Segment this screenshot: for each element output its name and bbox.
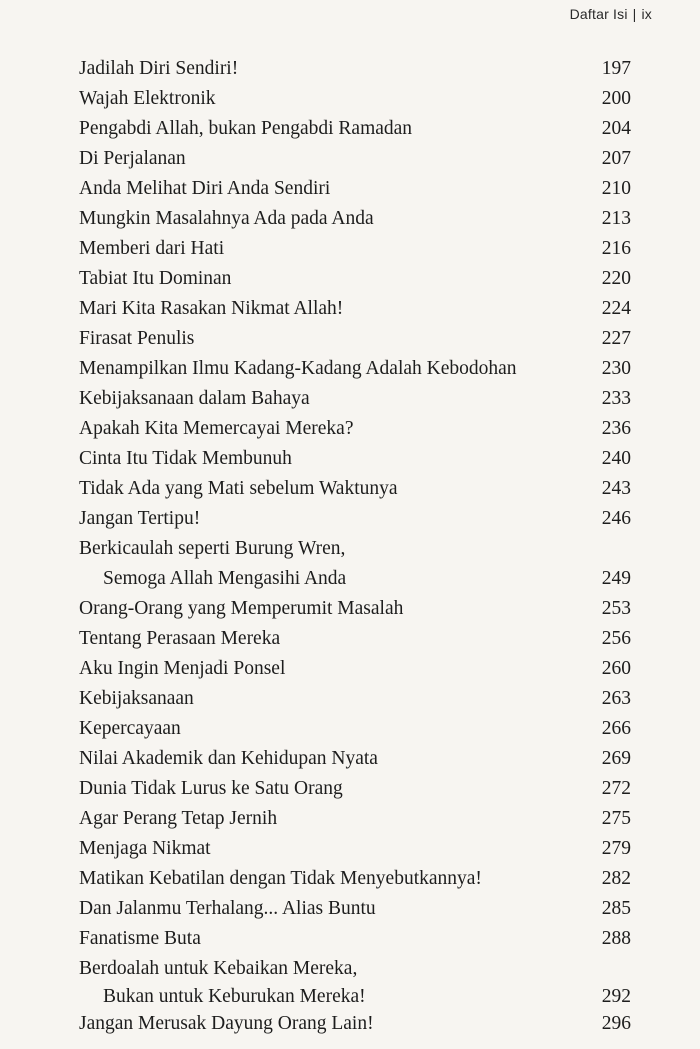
toc-entry-page: 256 — [601, 628, 631, 649]
toc-entry — [79, 388, 631, 418]
toc-entry-title: Kebijaksanaan dalam Bahaya — [79, 388, 310, 409]
toc-entry — [79, 238, 631, 268]
toc-entry-title: Tabiat Itu Dominan — [79, 268, 232, 289]
toc-entry — [79, 838, 631, 868]
toc-entry-page: 197 — [601, 58, 631, 79]
toc-entry-title: Wajah Elektronik — [79, 88, 216, 109]
toc-entry — [79, 628, 631, 658]
header-section-title: Daftar Isi — [569, 6, 628, 22]
toc-entry-title: Kepercayaan — [79, 718, 181, 739]
toc-entry-title: Pengabdi Allah, bukan Pengabdi Ramadan — [79, 118, 413, 139]
toc-entry-title: Agar Perang Tetap Jernih — [79, 808, 278, 829]
toc-entry — [79, 58, 631, 88]
toc-entry — [79, 1013, 631, 1043]
toc-entry-title: Aku Ingin Menjadi Ponsel — [79, 658, 286, 679]
toc-entry-title: Matikan Kebatilan dengan Tidak Menyebutkannya! — [79, 868, 482, 889]
toc-entry-title-line2: Bukan untuk Keburukan Mereka! — [103, 986, 366, 1007]
toc-entry-page: 213 — [601, 208, 631, 229]
toc-entry-title: Dan Jalanmu Terhalang... Alias Buntu — [79, 898, 376, 919]
toc-entry-continuation — [79, 986, 631, 1016]
toc-entry — [79, 898, 631, 928]
toc-entry-title: Fanatisme Buta — [79, 928, 201, 949]
toc-entry-page: 279 — [601, 838, 631, 859]
toc-entry — [79, 358, 631, 388]
toc-entry-page: 224 — [601, 298, 631, 319]
header-separator: | — [632, 6, 637, 22]
toc-entry-page: 233 — [601, 388, 631, 409]
toc-entry-page: 272 — [601, 778, 631, 799]
toc-entry-page: 200 — [601, 88, 631, 109]
toc-entry — [79, 148, 631, 178]
toc-entry — [79, 508, 631, 538]
toc-entry — [79, 748, 631, 778]
toc-entry — [79, 538, 631, 568]
toc-entry-page: 210 — [601, 178, 631, 199]
toc-entry-title: Jadilah Diri Sendiri! — [79, 58, 239, 79]
toc-entry-title-line2: Semoga Allah Mengasihi Anda — [103, 568, 347, 589]
toc-entry-page: 263 — [601, 688, 631, 709]
toc-entry — [79, 118, 631, 148]
toc-entry-page: 292 — [601, 986, 631, 1007]
toc-entry — [79, 88, 631, 118]
toc-entry — [79, 778, 631, 808]
running-header — [570, 6, 652, 22]
toc-entry — [79, 868, 631, 898]
toc-entry-title: Mari Kita Rasakan Nikmat Allah! — [79, 298, 344, 319]
toc-entry — [79, 958, 631, 988]
toc-entry-title: Di Perjalanan — [79, 148, 186, 169]
toc-entry-page: 220 — [601, 268, 631, 289]
toc-entry-title: Memberi dari Hati — [79, 238, 225, 259]
toc-entry-title: Apakah Kita Memercayai Mereka? — [79, 418, 354, 439]
toc-entry-page: 275 — [601, 808, 631, 829]
toc-entry-title: Tidak Ada yang Mati sebelum Waktunya — [79, 478, 398, 499]
toc-entry-page: 296 — [601, 1013, 631, 1034]
toc-entry-page: 266 — [601, 718, 631, 739]
toc-entry — [79, 658, 631, 688]
toc-entry — [79, 178, 631, 208]
toc-entry-page: 249 — [601, 568, 631, 589]
toc-entry-title: Dunia Tidak Lurus ke Satu Orang — [79, 778, 343, 799]
toc-entry-page: 243 — [601, 478, 631, 499]
toc-entry — [79, 208, 631, 238]
toc-entry-title: Menjaga Nikmat — [79, 838, 211, 859]
toc-entry-title: Nilai Akademik dan Kehidupan Nyata — [79, 748, 378, 769]
toc-entry-title: Mungkin Masalahnya Ada pada Anda — [79, 208, 374, 229]
toc-entry — [79, 688, 631, 718]
toc-entry-page: 230 — [601, 358, 631, 379]
toc-entry-page: 216 — [601, 238, 631, 259]
toc-entry — [79, 478, 631, 508]
toc-entry-title: Kebijaksanaan — [79, 688, 194, 709]
toc-entry-page: 285 — [601, 898, 631, 919]
toc-entry-page: 246 — [601, 508, 631, 529]
toc-entry-title: Jangan Merusak Dayung Orang Lain! — [79, 1013, 374, 1034]
toc-entry-page: 227 — [601, 328, 631, 349]
toc-entry — [79, 808, 631, 838]
toc-entry-page: 288 — [601, 928, 631, 949]
toc-entry-page: 240 — [601, 448, 631, 469]
toc-entry-title: Firasat Penulis — [79, 328, 195, 349]
toc-entry-continuation — [79, 568, 631, 598]
toc-entry-page: 236 — [601, 418, 631, 439]
toc-entry-title: Menampilkan Ilmu Kadang-Kadang Adalah Kebodohan — [79, 358, 517, 379]
toc-entry-page: 253 — [601, 598, 631, 619]
toc-entry-title: Berkicaulah seperti Burung Wren, — [79, 538, 346, 559]
toc-entry — [79, 298, 631, 328]
toc-entry — [79, 418, 631, 448]
toc-entry-page: 207 — [601, 148, 631, 169]
toc-entry-title: Orang-Orang yang Memperumit Masalah — [79, 598, 404, 619]
toc-entry-page: 204 — [601, 118, 631, 139]
toc-entry — [79, 598, 631, 628]
toc-entry-page: 282 — [601, 868, 631, 889]
toc-entry — [79, 448, 631, 478]
toc-entry-page: 260 — [601, 658, 631, 679]
toc-entry-title: Berdoalah untuk Kebaikan Mereka, — [79, 958, 358, 979]
toc-entry-page: 269 — [601, 748, 631, 769]
toc-entry — [79, 268, 631, 298]
toc-entry — [79, 928, 631, 958]
toc-entry-title: Anda Melihat Diri Anda Sendiri — [79, 178, 331, 199]
toc-entry-title: Tentang Perasaan Mereka — [79, 628, 281, 649]
toc-entry-title: Jangan Tertipu! — [79, 508, 201, 529]
toc-entry — [79, 718, 631, 748]
toc-entry-title: Cinta Itu Tidak Membunuh — [79, 448, 292, 469]
header-page-number: ix — [641, 6, 652, 22]
toc-entry — [79, 328, 631, 358]
